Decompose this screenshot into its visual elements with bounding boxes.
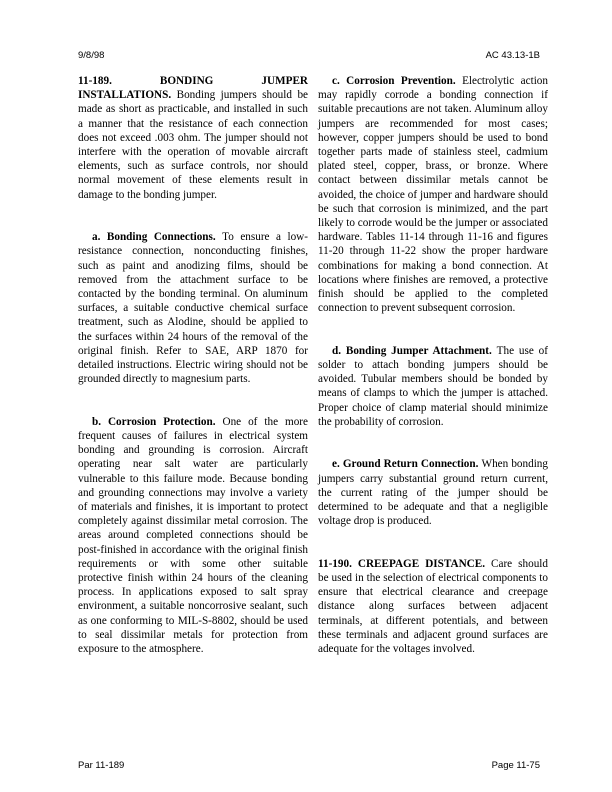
subsection-text: When bonding jumpers carry substantial ground return current, the current rating of the jumper should be determined to be adequate and that a negligible voltage drop is produced. xyxy=(318,458,548,528)
section-text: Bonding jumpers should be made as short as practicable, and installed in such a manner that the resistance of each connection does not exceed .003 ohm. The jumper should not interfere with the operation of movable aircraft elements, such as surface controls, nor should normal movement of these elements result in damage to the bonding jumper. xyxy=(78,89,308,201)
subsection-text: Electrolytic action may rapidly corrode a bonding connection if suitable precautions are not taken. Aluminum alloy jumpers are recommended for most cases; however, copper jumpers should be used to bond together parts made of stainless steel, cadmium plated steel, copper, brass, or bronze. Where contact between dissimilar metals cannot be avoided, the choice of jumper and hardware should be such that corrosion is minimized, and the part likely to corrode would be the jumper or associated hardware. Tables 11-14 through 11-16 and figures 11-20 through 11-22 show the proper hardware combinations for making a bond connection. At locations where finishes are removed, a protective finish should be applied to the completed connection to prevent subsequent corrosion. xyxy=(318,75,548,315)
section-11-190 xyxy=(318,557,548,656)
footer-page-number: Page 11-75 xyxy=(491,760,540,771)
right-column xyxy=(318,74,548,670)
subsection-e xyxy=(318,457,548,528)
subsection-text: To ensure a low-resistance connection, nonconducting finishes, such as paint and anodizing films, should be removed from the attachment surface to be contacted by the bonding terminal. On aluminum surfaces, a suitable conductive chemical surface treatment, such as Alodine, should be applied to the surfaces within 24 hours of the removal of the original finish. Refer to SAE, ARP 1870 for detailed instructions. Electric wiring should not be grounded directly to magnesium parts. xyxy=(78,231,308,386)
section-11-189 xyxy=(78,74,308,202)
subsection-c xyxy=(318,74,548,315)
subsection-heading: d. Bonding Jumper Attachment. xyxy=(332,344,497,357)
section-heading: 11-190. CREEPAGE DISTANCE. xyxy=(318,557,492,570)
subsection-b xyxy=(78,415,308,656)
header-date: 9/8/98 xyxy=(78,50,105,61)
footer-paragraph-ref: Par 11-189 xyxy=(78,760,125,771)
subsection-heading: b. Corrosion Protection. xyxy=(92,415,223,428)
subsection-heading: c. Corrosion Prevention. xyxy=(332,75,463,87)
section-heading: 11-189. BONDING JUMPER INSTALLATIONS. xyxy=(78,75,308,102)
left-column xyxy=(78,74,308,670)
subsection-heading: e. Ground Return Connection. xyxy=(332,458,482,471)
section-text: Care should be used in the selection of electrical components to ensure that electrical clearance and creepage distance along surfaces between adjacent terminals, at different potentials, and between these terminals and adjacent ground surfaces are adequate for the voltages involved. xyxy=(318,557,548,656)
header-doc-id: AC 43.13-1B xyxy=(485,50,540,61)
subsection-d xyxy=(318,344,548,429)
subsection-text: One of the more frequent causes of failures in electrical system bonding and grounding is corrosion. Aircraft operating near salt water are particularly vulnerable to this failure mode. Because bonding and grounding connections may involve a variety of materials and finishes, it is important to protect completely against dissimilar metal corrosion. The areas around completed connections should be post-finished in accordance with the original finish requirements or with some other suitable protective finish within 24 hours of the cleaning process. In applications exposed to salt spray environment, a suitable noncorrosive sealant, such as one conforming to MIL-S-8802, should be used to seal dissimilar metals for protection from exposure to the atmosphere. xyxy=(78,415,308,656)
subsection-heading: a. Bonding Connections. xyxy=(92,231,223,244)
subsection-a xyxy=(78,230,308,386)
subsection-text: The use of solder to attach bonding jumpers should be avoided. Tubular members should be bonded by means of clamps to which the jumper is attached. Proper choice of clamp material should minimize the probability of corrosion. xyxy=(318,344,548,428)
